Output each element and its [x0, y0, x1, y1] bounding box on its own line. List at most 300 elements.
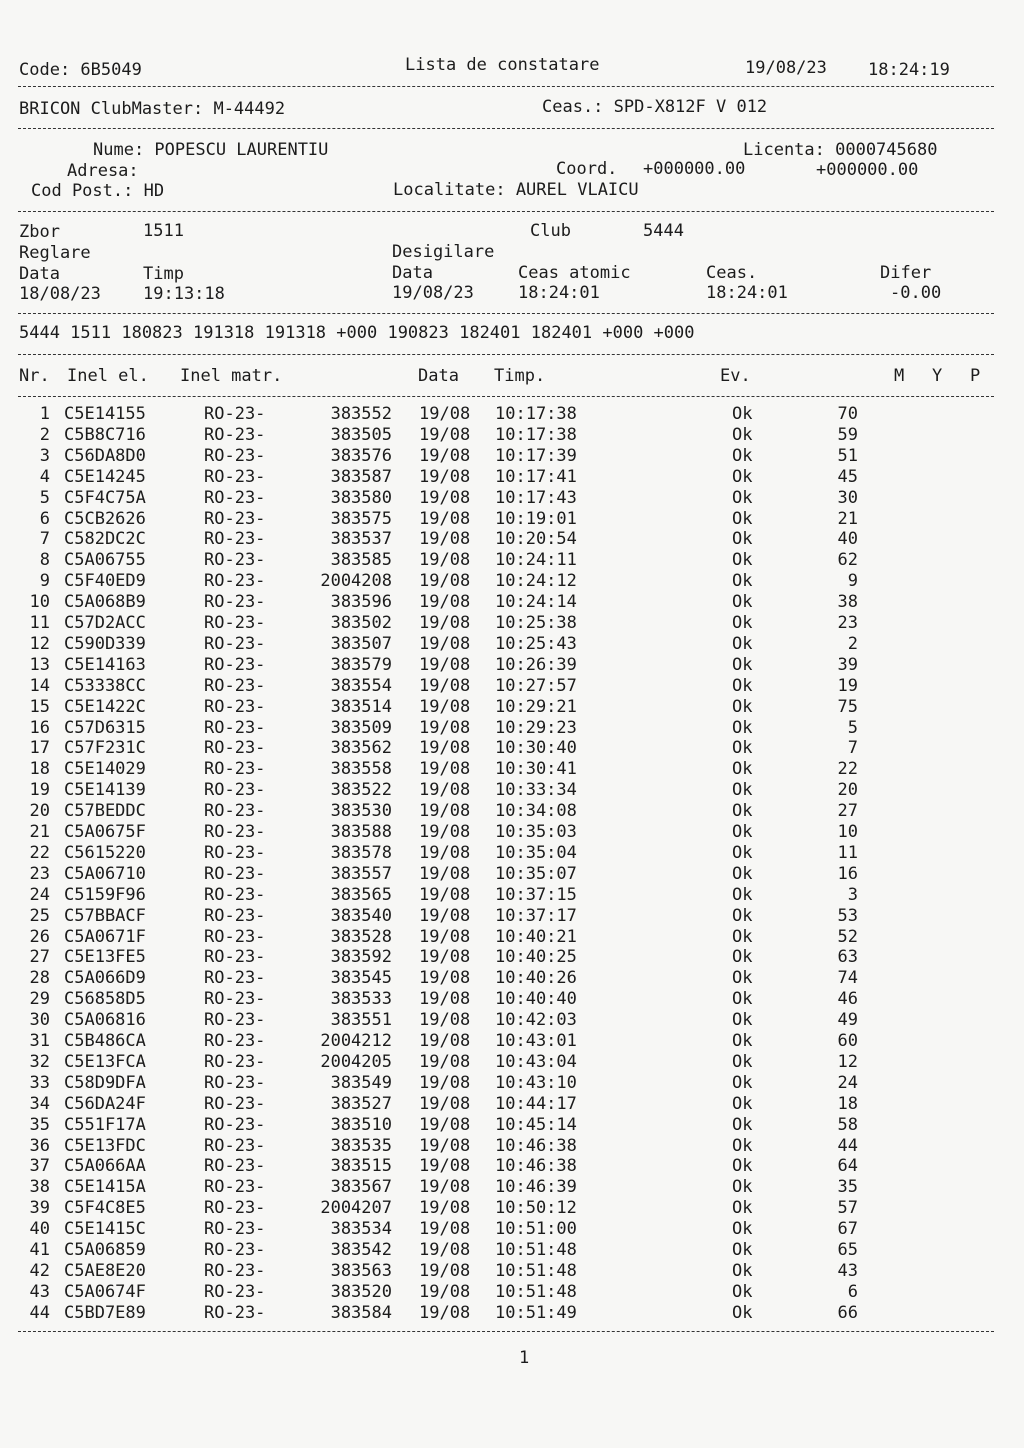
row-ring-electronic: C5A0674F: [64, 1281, 146, 1302]
row-ring-electronic: C5A066D9: [64, 968, 146, 989]
row-ring-prefix: RO-23-: [204, 1156, 266, 1177]
row-ring-electronic: C56858D5: [64, 989, 146, 1010]
row-event: Ok: [732, 550, 753, 571]
row-position: 10: [837, 822, 858, 842]
row-ring-electronic: C5E13FE5: [64, 947, 146, 968]
row-date: 19/08: [419, 759, 471, 780]
row-nr: 39: [29, 1198, 50, 1219]
row-date: 19/08: [419, 1240, 471, 1260]
row-nr: 6: [39, 508, 50, 529]
row-position: 51: [837, 445, 858, 466]
atomic-clock-label: Ceas atomic: [518, 263, 631, 283]
row-position: 70: [837, 404, 858, 424]
row-ring-number: 383557: [330, 863, 392, 884]
row-ring-electronic: C57BBACF: [64, 905, 146, 926]
row-event: Ok: [732, 947, 753, 968]
table-row: [0, 1073, 1024, 1094]
row-event: Ok: [732, 1114, 753, 1135]
row-event: Ok: [732, 989, 753, 1010]
row-ring-electronic: C5F40ED9: [64, 571, 146, 592]
row-time: 10:37:17: [495, 905, 577, 926]
table-row: [0, 927, 1024, 948]
row-date: 19/08: [419, 633, 471, 654]
row-time: 10:27:57: [495, 675, 577, 696]
row-position: 64: [837, 1156, 858, 1177]
row-event: Ok: [732, 1260, 753, 1281]
row-date: 19/08: [419, 1281, 471, 1302]
row-position: 53: [837, 905, 858, 926]
row-ring-number: 383535: [330, 1135, 392, 1156]
table-row: [0, 885, 1024, 906]
row-time: 10:19:01: [495, 508, 577, 529]
row-time: 10:51:49: [495, 1302, 577, 1323]
row-event: Ok: [732, 613, 753, 633]
row-ring-number: 383575: [330, 508, 392, 529]
table-row: [0, 989, 1024, 1010]
row-position: 57: [837, 1198, 858, 1219]
row-ring-number: 383576: [330, 445, 392, 466]
row-ring-prefix: RO-23-: [204, 696, 266, 717]
row-nr: 18: [29, 759, 50, 780]
table-row: [0, 697, 1024, 718]
row-ring-number: 383514: [330, 696, 392, 717]
row-nr: 26: [29, 926, 50, 947]
row-event: Ok: [732, 1031, 753, 1051]
row-date: 19/08: [419, 884, 471, 905]
row-position: 21: [837, 508, 858, 529]
table-row: [0, 968, 1024, 989]
atomic-clock-time: 18:24:01: [518, 283, 600, 303]
table-row: [0, 1219, 1024, 1240]
row-date: 19/08: [419, 863, 471, 884]
table-row: [0, 906, 1024, 927]
table-row: [0, 947, 1024, 968]
table-row: [0, 655, 1024, 676]
row-position: 49: [837, 1010, 858, 1031]
row-nr: 24: [29, 884, 50, 905]
table-row: [0, 676, 1024, 697]
row-event: Ok: [732, 1177, 753, 1198]
row-ring-prefix: RO-23-: [204, 863, 266, 884]
row-nr: 13: [29, 654, 50, 675]
row-ring-number: 2004207: [320, 1198, 392, 1219]
row-ring-electronic: C5A06859: [64, 1240, 146, 1260]
row-event: Ok: [732, 738, 753, 759]
clock-info: Ceas.: SPD-X812F V 012: [542, 97, 768, 117]
row-nr: 7: [39, 529, 50, 550]
row-ring-prefix: RO-23-: [204, 1281, 266, 1302]
flight-label: Zbor: [19, 222, 60, 242]
row-ring-electronic: C551F17A: [64, 1114, 146, 1135]
row-ring-prefix: RO-23-: [204, 404, 266, 424]
row-ring-prefix: RO-23-: [204, 1177, 266, 1198]
row-ring-electronic: C56DA8D0: [64, 445, 146, 466]
col-header-m: M: [894, 366, 905, 386]
row-event: Ok: [732, 633, 753, 654]
row-date: 19/08: [419, 508, 471, 529]
divider: [18, 396, 994, 397]
document-title: Lista de constatare: [405, 55, 600, 75]
row-ring-electronic: C582DC2C: [64, 529, 146, 550]
row-position: 62: [837, 550, 858, 571]
row-ring-number: 383533: [330, 989, 392, 1010]
col-header-y: Y: [932, 366, 943, 386]
row-ring-number: 383554: [330, 675, 392, 696]
row-event: Ok: [732, 968, 753, 989]
row-ring-electronic: C5E1415A: [64, 1177, 146, 1198]
row-time: 10:51:48: [495, 1260, 577, 1281]
postal-code: Cod Post.: HD: [31, 181, 165, 201]
difference-value: -0.00: [890, 283, 942, 303]
row-ring-electronic: C57D2ACC: [64, 613, 146, 633]
row-event: Ok: [732, 884, 753, 905]
row-event: Ok: [732, 1135, 753, 1156]
row-date: 19/08: [419, 1135, 471, 1156]
locality: Localitate: AUREL VLAICU: [393, 180, 639, 200]
row-ring-electronic: C5A06755: [64, 550, 146, 571]
row-ring-number: 383596: [330, 592, 392, 613]
row-date: 19/08: [419, 1219, 471, 1240]
row-time: 10:30:40: [495, 738, 577, 759]
row-event: Ok: [732, 1302, 753, 1323]
row-ring-number: 383515: [330, 1156, 392, 1177]
row-event: Ok: [732, 445, 753, 466]
table-row: [0, 718, 1024, 739]
row-ring-prefix: RO-23-: [204, 654, 266, 675]
table-row: [0, 1136, 1024, 1157]
row-date: 19/08: [419, 1051, 471, 1072]
row-time: 10:43:10: [495, 1072, 577, 1093]
row-ring-electronic: C590D339: [64, 633, 146, 654]
row-position: 74: [837, 968, 858, 989]
row-ring-electronic: C5E13FCA: [64, 1051, 146, 1072]
row-event: Ok: [732, 780, 753, 801]
row-ring-prefix: RO-23-: [204, 592, 266, 613]
row-date: 19/08: [419, 1302, 471, 1323]
row-time: 10:17:38: [495, 424, 577, 445]
row-position: 65: [837, 1240, 858, 1260]
setting-time: 19:13:18: [143, 284, 225, 304]
row-ring-electronic: C5B486CA: [64, 1031, 146, 1051]
row-date: 19/08: [419, 1177, 471, 1198]
row-event: Ok: [732, 1240, 753, 1260]
row-position: 5: [847, 717, 858, 738]
row-position: 9: [847, 571, 858, 592]
row-position: 12: [837, 1051, 858, 1072]
row-nr: 37: [29, 1156, 50, 1177]
row-ring-prefix: RO-23-: [204, 822, 266, 842]
date-label: Data: [19, 264, 60, 284]
row-nr: 5: [39, 487, 50, 508]
row-event: Ok: [732, 571, 753, 592]
row-ring-number: 383585: [330, 550, 392, 571]
row-position: 59: [837, 424, 858, 445]
row-event: Ok: [732, 759, 753, 780]
row-position: 38: [837, 592, 858, 613]
col-header-ring-number: Inel matr.: [180, 366, 283, 386]
coord-label: Coord.: [556, 159, 618, 179]
row-nr: 44: [29, 1302, 50, 1323]
row-ring-electronic: C5AE8E20: [64, 1260, 146, 1281]
row-ring-prefix: RO-23-: [204, 1072, 266, 1093]
row-event: Ok: [732, 1198, 753, 1219]
row-position: 2: [847, 633, 858, 654]
row-position: 58: [837, 1114, 858, 1135]
flight-number: 1511: [143, 221, 184, 241]
row-position: 30: [837, 487, 858, 508]
row-nr: 27: [29, 947, 50, 968]
row-date: 19/08: [419, 571, 471, 592]
table-row: [0, 738, 1024, 759]
row-event: Ok: [732, 1093, 753, 1114]
row-ring-electronic: C5E14163: [64, 654, 146, 675]
license-number: Licenta: 0000745680: [743, 140, 938, 160]
row-ring-electronic: C5A068B9: [64, 592, 146, 613]
row-nr: 42: [29, 1260, 50, 1281]
row-time: 10:26:39: [495, 654, 577, 675]
row-date: 19/08: [419, 675, 471, 696]
row-ring-number: 383588: [330, 822, 392, 842]
row-ring-number: 383587: [330, 466, 392, 487]
table-row: [0, 467, 1024, 488]
row-nr: 10: [29, 592, 50, 613]
row-time: 10:44:17: [495, 1093, 577, 1114]
row-ring-number: 383520: [330, 1281, 392, 1302]
coord-latitude: +000000.00: [643, 159, 746, 179]
row-ring-number: 383549: [330, 1072, 392, 1093]
row-event: Ok: [732, 1219, 753, 1240]
row-time: 10:43:04: [495, 1051, 577, 1072]
clubmaster-info: BRICON ClubMaster: M-44492: [19, 99, 286, 119]
table-row: [0, 1282, 1024, 1303]
table-row: [0, 822, 1024, 843]
row-time: 10:33:34: [495, 780, 577, 801]
row-event: Ok: [732, 1072, 753, 1093]
row-ring-prefix: RO-23-: [204, 905, 266, 926]
row-position: 18: [837, 1093, 858, 1114]
divider: [18, 86, 994, 87]
row-date: 19/08: [419, 1093, 471, 1114]
row-ring-number: 383563: [330, 1260, 392, 1281]
row-ring-number: 383510: [330, 1114, 392, 1135]
row-time: 10:45:14: [495, 1114, 577, 1135]
row-time: 10:46:38: [495, 1156, 577, 1177]
row-time: 10:29:23: [495, 717, 577, 738]
row-ring-number: 383502: [330, 613, 392, 633]
row-date: 19/08: [419, 1114, 471, 1135]
col-header-time: Timp.: [494, 366, 546, 386]
row-nr: 20: [29, 801, 50, 822]
row-position: 44: [837, 1135, 858, 1156]
row-position: 66: [837, 1302, 858, 1323]
row-position: 75: [837, 696, 858, 717]
row-date: 19/08: [419, 613, 471, 633]
row-ring-electronic: C5BD7E89: [64, 1302, 146, 1323]
row-event: Ok: [732, 696, 753, 717]
row-time: 10:29:21: [495, 696, 577, 717]
row-event: Ok: [732, 466, 753, 487]
row-ring-prefix: RO-23-: [204, 989, 266, 1010]
row-nr: 3: [39, 445, 50, 466]
setting-date: 18/08/23: [19, 284, 101, 304]
table-row: [0, 509, 1024, 530]
row-ring-number: 383552: [330, 404, 392, 424]
row-nr: 30: [29, 1010, 50, 1031]
row-ring-number: 2004208: [320, 571, 392, 592]
row-nr: 29: [29, 989, 50, 1010]
row-ring-number: 383527: [330, 1093, 392, 1114]
row-ring-prefix: RO-23-: [204, 759, 266, 780]
row-position: 11: [837, 842, 858, 863]
row-ring-prefix: RO-23-: [204, 571, 266, 592]
row-ring-electronic: C5A06710: [64, 863, 146, 884]
address-label: Adresa:: [67, 161, 139, 181]
row-ring-number: 383562: [330, 738, 392, 759]
table-row: [0, 1198, 1024, 1219]
coord-longitude: +000000.00: [816, 160, 919, 180]
row-ring-prefix: RO-23-: [204, 801, 266, 822]
row-ring-prefix: RO-23-: [204, 884, 266, 905]
page-number: 1: [519, 1348, 530, 1368]
row-date: 19/08: [419, 842, 471, 863]
row-ring-prefix: RO-23-: [204, 780, 266, 801]
setting-label: Reglare: [19, 243, 91, 263]
row-time: 10:51:48: [495, 1281, 577, 1302]
row-nr: 28: [29, 968, 50, 989]
row-ring-prefix: RO-23-: [204, 1198, 266, 1219]
summary-code-line: 5444 1511 180823 191318 191318 +000 190823 182401 182401 +000 +000: [19, 323, 695, 343]
divider: [18, 128, 994, 129]
row-date: 19/08: [419, 947, 471, 968]
row-date: 19/08: [419, 592, 471, 613]
row-position: 45: [837, 466, 858, 487]
row-event: Ok: [732, 842, 753, 863]
row-ring-prefix: RO-23-: [204, 633, 266, 654]
row-position: 23: [837, 613, 858, 633]
print-time: 18:24:19: [868, 60, 950, 80]
row-nr: 21: [29, 822, 50, 842]
row-ring-prefix: RO-23-: [204, 487, 266, 508]
row-event: Ok: [732, 424, 753, 445]
table-row: [0, 1261, 1024, 1282]
row-nr: 23: [29, 863, 50, 884]
row-nr: 16: [29, 717, 50, 738]
row-ring-number: 383579: [330, 654, 392, 675]
table-row: [0, 1303, 1024, 1324]
row-nr: 41: [29, 1240, 50, 1260]
row-ring-prefix: RO-23-: [204, 1135, 266, 1156]
row-ring-electronic: C5E14139: [64, 780, 146, 801]
row-time: 10:17:43: [495, 487, 577, 508]
row-position: 6: [847, 1281, 858, 1302]
table-row: [0, 571, 1024, 592]
row-event: Ok: [732, 822, 753, 842]
row-event: Ok: [732, 654, 753, 675]
print-date: 19/08/23: [745, 58, 827, 78]
club-label: Club: [530, 221, 571, 241]
row-event: Ok: [732, 529, 753, 550]
row-event: Ok: [732, 1010, 753, 1031]
row-ring-number: 383584: [330, 1302, 392, 1323]
row-time: 10:51:00: [495, 1219, 577, 1240]
table-row: [0, 425, 1024, 446]
row-position: 40: [837, 529, 858, 550]
row-ring-number: 383530: [330, 801, 392, 822]
row-nr: 11: [29, 613, 50, 633]
row-ring-prefix: RO-23-: [204, 842, 266, 863]
row-ring-prefix: RO-23-: [204, 613, 266, 633]
row-date: 19/08: [419, 926, 471, 947]
row-time: 10:24:14: [495, 592, 577, 613]
row-event: Ok: [732, 508, 753, 529]
row-position: 67: [837, 1219, 858, 1240]
row-time: 10:35:07: [495, 863, 577, 884]
row-time: 10:50:12: [495, 1198, 577, 1219]
row-date: 19/08: [419, 466, 471, 487]
row-date: 19/08: [419, 989, 471, 1010]
row-event: Ok: [732, 801, 753, 822]
row-event: Ok: [732, 717, 753, 738]
row-ring-electronic: C5E14155: [64, 404, 146, 424]
row-ring-electronic: C5E14245: [64, 466, 146, 487]
row-ring-electronic: C58D9DFA: [64, 1072, 146, 1093]
row-ring-number: 383522: [330, 780, 392, 801]
divider: [18, 354, 994, 355]
table-row: [0, 1031, 1024, 1052]
row-ring-number: 383505: [330, 424, 392, 445]
col-header-date: Data: [418, 366, 459, 386]
row-ring-prefix: RO-23-: [204, 1219, 266, 1240]
club-number: 5444: [643, 221, 684, 241]
row-date: 19/08: [419, 654, 471, 675]
row-time: 10:46:38: [495, 1135, 577, 1156]
row-position: 39: [837, 654, 858, 675]
row-ring-number: 383580: [330, 487, 392, 508]
row-time: 10:25:38: [495, 613, 577, 633]
row-nr: 1: [39, 404, 50, 424]
row-event: Ok: [732, 487, 753, 508]
row-ring-prefix: RO-23-: [204, 738, 266, 759]
row-ring-prefix: RO-23-: [204, 1240, 266, 1260]
row-ring-number: 383537: [330, 529, 392, 550]
row-position: 43: [837, 1260, 858, 1281]
row-ring-number: 383558: [330, 759, 392, 780]
row-nr: 22: [29, 842, 50, 863]
row-time: 10:46:39: [495, 1177, 577, 1198]
table-row: [0, 446, 1024, 467]
row-ring-number: 383567: [330, 1177, 392, 1198]
table-row: [0, 801, 1024, 822]
row-ring-electronic: C57D6315: [64, 717, 146, 738]
row-position: 60: [837, 1031, 858, 1051]
document-code: Code: 6B5049: [19, 60, 142, 80]
row-nr: 19: [29, 780, 50, 801]
row-ring-number: 383507: [330, 633, 392, 654]
row-event: Ok: [732, 926, 753, 947]
row-nr: 17: [29, 738, 50, 759]
row-ring-number: 383545: [330, 968, 392, 989]
row-date: 19/08: [419, 801, 471, 822]
row-date: 19/08: [419, 822, 471, 842]
row-date: 19/08: [419, 550, 471, 571]
row-ring-number: 383551: [330, 1010, 392, 1031]
row-ring-prefix: RO-23-: [204, 1302, 266, 1323]
table-row: [0, 843, 1024, 864]
row-nr: 2: [39, 424, 50, 445]
table-row: [0, 759, 1024, 780]
row-position: 22: [837, 759, 858, 780]
row-ring-prefix: RO-23-: [204, 445, 266, 466]
